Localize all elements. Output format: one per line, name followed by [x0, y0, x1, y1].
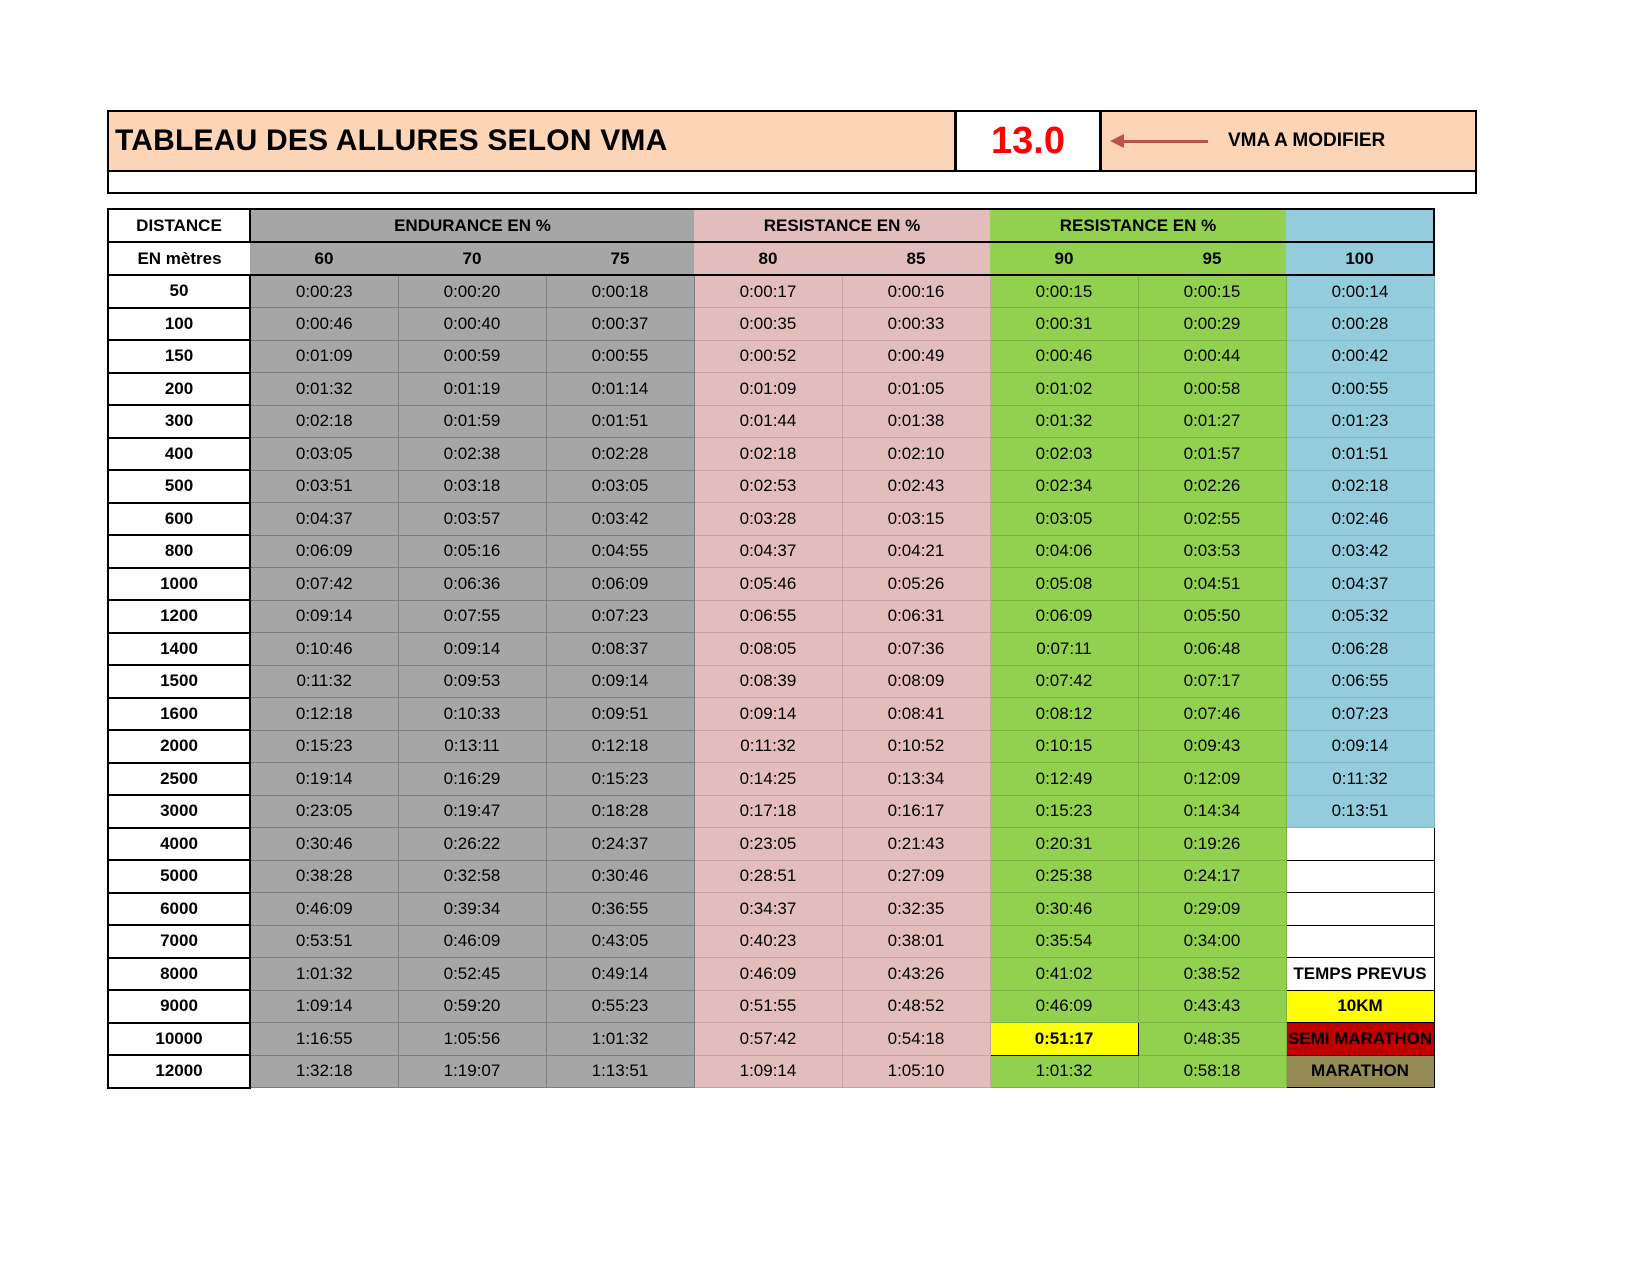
- time-cell: 0:03:51: [250, 470, 398, 503]
- group-header-resistance-1: RESISTANCE EN %: [694, 209, 990, 242]
- time-cell: 0:52:45: [398, 958, 546, 991]
- distance-cell: 7000: [108, 925, 250, 958]
- time-cell: 0:14:34: [1138, 795, 1286, 828]
- time-cell: 0:06:31: [842, 600, 990, 633]
- group-header-row: [108, 209, 1434, 242]
- time-cell: 0:03:42: [546, 503, 694, 536]
- percent-header-80: 80: [694, 242, 842, 275]
- time-cell: 0:01:44: [694, 405, 842, 438]
- time-cell: 0:10:52: [842, 730, 990, 763]
- time-cell: 0:12:18: [250, 698, 398, 731]
- distance-header-bottom: EN mètres: [108, 242, 250, 275]
- time-cell: 0:05:46: [694, 568, 842, 601]
- time-cell: 0:06:36: [398, 568, 546, 601]
- time-cell: 0:07:23: [546, 600, 694, 633]
- distance-cell: 5000: [108, 860, 250, 893]
- distance-cell: 500: [108, 470, 250, 503]
- time-cell: 0:07:11: [990, 633, 1138, 666]
- vma-value-cell[interactable]: 13.0: [954, 112, 1102, 170]
- table-row: [108, 925, 1434, 958]
- time-cell: 0:01:51: [546, 405, 694, 438]
- time-cell: 0:00:16: [842, 275, 990, 308]
- time-cell: 0:06:09: [250, 535, 398, 568]
- paces-table-body: [108, 275, 1434, 1088]
- time-cell: 0:10:46: [250, 633, 398, 666]
- time-cell: 1:05:10: [842, 1055, 990, 1088]
- time-cell: 0:03:05: [546, 470, 694, 503]
- time-cell: 0:54:18: [842, 1023, 990, 1056]
- time-cell: 0:09:53: [398, 665, 546, 698]
- time-cell: 1:09:14: [250, 990, 398, 1023]
- table-row: [108, 340, 1434, 373]
- time-cell: 0:00:46: [990, 340, 1138, 373]
- time-cell: 0:00:52: [694, 340, 842, 373]
- table-row: [108, 600, 1434, 633]
- time-cell: 0:43:26: [842, 958, 990, 991]
- table-row: [108, 1023, 1434, 1056]
- table-row: [108, 1055, 1434, 1088]
- time-cell: 0:08:39: [694, 665, 842, 698]
- table-row: [108, 633, 1434, 666]
- table-row: [108, 860, 1434, 893]
- time-cell: 0:02:18: [1286, 470, 1434, 503]
- table-row: [108, 275, 1434, 308]
- time-cell: 0:00:28: [1286, 308, 1434, 341]
- time-cell: 0:38:28: [250, 860, 398, 893]
- time-cell: 0:09:14: [546, 665, 694, 698]
- time-cell: 0:02:34: [990, 470, 1138, 503]
- distance-cell: 3000: [108, 795, 250, 828]
- time-cell: 0:19:14: [250, 763, 398, 796]
- time-cell: 0:09:14: [694, 698, 842, 731]
- time-cell: 1:05:56: [398, 1023, 546, 1056]
- distance-cell: 400: [108, 438, 250, 471]
- table-row: [108, 698, 1434, 731]
- time-cell: 0:23:05: [250, 795, 398, 828]
- time-cell: 0:00:35: [694, 308, 842, 341]
- time-cell: 1:01:32: [990, 1055, 1138, 1088]
- time-cell: 0:38:52: [1138, 958, 1286, 991]
- percent-header-100: 100: [1286, 242, 1434, 275]
- time-cell: 0:30:46: [250, 828, 398, 861]
- time-cell: 0:01:23: [1286, 405, 1434, 438]
- time-cell: 0:11:32: [694, 730, 842, 763]
- time-cell: 0:07:23: [1286, 698, 1434, 731]
- time-cell: 0:02:18: [694, 438, 842, 471]
- distance-cell: 150: [108, 340, 250, 373]
- time-cell: 0:01:09: [694, 373, 842, 406]
- time-cell: 0:12:49: [990, 763, 1138, 796]
- time-cell: 0:34:00: [1138, 925, 1286, 958]
- time-cell: 0:19:26: [1138, 828, 1286, 861]
- distance-cell: 12000: [108, 1055, 250, 1088]
- time-cell: 0:06:09: [990, 600, 1138, 633]
- time-cell: 0:14:25: [694, 763, 842, 796]
- distance-cell: 50: [108, 275, 250, 308]
- time-cell: 0:23:05: [694, 828, 842, 861]
- distance-cell: 1400: [108, 633, 250, 666]
- time-cell: 0:15:23: [250, 730, 398, 763]
- table-row: [108, 990, 1434, 1023]
- table-row: [108, 828, 1434, 861]
- time-cell: 0:01:51: [1286, 438, 1434, 471]
- time-cell: 0:07:42: [990, 665, 1138, 698]
- table-row: [108, 958, 1434, 991]
- page-title: TABLEAU DES ALLURES SELON VMA: [109, 112, 954, 170]
- time-cell: 0:09:14: [250, 600, 398, 633]
- time-cell: 0:06:48: [1138, 633, 1286, 666]
- table-row: [108, 535, 1434, 568]
- table-row: [108, 438, 1434, 471]
- time-cell: 0:04:55: [546, 535, 694, 568]
- table-row: [108, 373, 1434, 406]
- time-cell: 0:51:55: [694, 990, 842, 1023]
- percent-header-70: 70: [398, 242, 546, 275]
- time-cell: 0:07:36: [842, 633, 990, 666]
- percent-header-90: 90: [990, 242, 1138, 275]
- time-cell: 0:01:38: [842, 405, 990, 438]
- time-cell: 0:06:55: [1286, 665, 1434, 698]
- time-cell: 0:08:41: [842, 698, 990, 731]
- time-cell: 0:02:10: [842, 438, 990, 471]
- percent-header-75: 75: [546, 242, 694, 275]
- time-cell: 0:58:18: [1138, 1055, 1286, 1088]
- time-cell: 0:00:55: [1286, 373, 1434, 406]
- table-row: [108, 470, 1434, 503]
- time-cell: 0:00:31: [990, 308, 1138, 341]
- vma-note-cell: [1102, 112, 1475, 170]
- time-cell: 0:02:18: [250, 405, 398, 438]
- legend-cell: TEMPS PREVUS: [1286, 958, 1434, 991]
- time-cell: 0:03:28: [694, 503, 842, 536]
- distance-cell: 10000: [108, 1023, 250, 1056]
- time-cell: 0:34:37: [694, 893, 842, 926]
- time-cell: 0:46:09: [990, 990, 1138, 1023]
- time-cell: 0:00:29: [1138, 308, 1286, 341]
- time-cell: 0:12:18: [546, 730, 694, 763]
- time-cell: 0:08:37: [546, 633, 694, 666]
- distance-cell: 600: [108, 503, 250, 536]
- time-cell: 0:04:06: [990, 535, 1138, 568]
- vma-note-label: VMA A MODIFIER: [1228, 130, 1386, 151]
- time-cell: 0:03:53: [1138, 535, 1286, 568]
- time-cell: 0:29:09: [1138, 893, 1286, 926]
- time-cell: 0:38:01: [842, 925, 990, 958]
- time-cell: 0:02:03: [990, 438, 1138, 471]
- time-cell: 0:01:19: [398, 373, 546, 406]
- distance-cell: 8000: [108, 958, 250, 991]
- time-cell: 0:30:46: [990, 893, 1138, 926]
- table-row: [108, 308, 1434, 341]
- distance-cell: 1600: [108, 698, 250, 731]
- time-cell: 0:03:15: [842, 503, 990, 536]
- time-cell: 0:09:14: [398, 633, 546, 666]
- time-cell: 0:28:51: [694, 860, 842, 893]
- table-row: [108, 568, 1434, 601]
- table-row: [108, 795, 1434, 828]
- group-header-endurance: ENDURANCE EN %: [250, 209, 694, 242]
- time-cell: 0:08:12: [990, 698, 1138, 731]
- time-cell: 0:03:42: [1286, 535, 1434, 568]
- time-cell: 0:59:20: [398, 990, 546, 1023]
- legend-cell: 10KM: [1286, 990, 1434, 1023]
- time-cell: 0:09:43: [1138, 730, 1286, 763]
- time-cell: 0:35:54: [990, 925, 1138, 958]
- time-cell: 0:00:14: [1286, 275, 1434, 308]
- time-cell: 0:11:32: [250, 665, 398, 698]
- time-cell: 0:04:37: [250, 503, 398, 536]
- time-cell: 0:00:58: [1138, 373, 1286, 406]
- time-cell: 0:07:55: [398, 600, 546, 633]
- time-cell: 0:05:16: [398, 535, 546, 568]
- percent-header-95: 95: [1138, 242, 1286, 275]
- legend-cell: MARATHON: [1286, 1055, 1434, 1088]
- time-cell: 0:48:35: [1138, 1023, 1286, 1056]
- time-cell: 0:02:38: [398, 438, 546, 471]
- time-cell: 0:16:17: [842, 795, 990, 828]
- left-arrow-icon: [1110, 131, 1210, 151]
- time-cell: 0:09:51: [546, 698, 694, 731]
- paces-table: [107, 208, 1435, 1089]
- time-cell: 0:05:32: [1286, 600, 1434, 633]
- time-cell: 0:02:53: [694, 470, 842, 503]
- time-cell: 1:13:51: [546, 1055, 694, 1088]
- time-cell: 0:00:17: [694, 275, 842, 308]
- time-cell: 0:02:55: [1138, 503, 1286, 536]
- time-cell: 0:39:34: [398, 893, 546, 926]
- distance-cell: 800: [108, 535, 250, 568]
- time-cell: 0:41:02: [990, 958, 1138, 991]
- distance-header-top: DISTANCE: [108, 209, 250, 242]
- time-cell: 0:46:09: [694, 958, 842, 991]
- empty-cell: [1286, 893, 1434, 926]
- time-cell: 0:13:51: [1286, 795, 1434, 828]
- time-cell: 0:17:18: [694, 795, 842, 828]
- time-cell: 1:16:55: [250, 1023, 398, 1056]
- time-cell: 0:20:31: [990, 828, 1138, 861]
- time-cell: 0:15:23: [546, 763, 694, 796]
- time-cell: 0:00:49: [842, 340, 990, 373]
- time-cell: 0:00:23: [250, 275, 398, 308]
- time-cell: 0:02:28: [546, 438, 694, 471]
- distance-cell: 1200: [108, 600, 250, 633]
- time-cell: 0:10:15: [990, 730, 1138, 763]
- time-cell: 0:00:33: [842, 308, 990, 341]
- time-cell: 0:01:59: [398, 405, 546, 438]
- time-cell: 0:40:23: [694, 925, 842, 958]
- time-cell: 0:07:42: [250, 568, 398, 601]
- time-cell: 0:01:57: [1138, 438, 1286, 471]
- time-cell: 0:46:09: [250, 893, 398, 926]
- time-cell: 0:05:26: [842, 568, 990, 601]
- time-cell: 0:05:08: [990, 568, 1138, 601]
- title-spacer-row: [107, 172, 1477, 194]
- time-cell: 0:02:26: [1138, 470, 1286, 503]
- time-cell: 0:48:52: [842, 990, 990, 1023]
- time-cell: 0:06:55: [694, 600, 842, 633]
- time-cell: 0:00:20: [398, 275, 546, 308]
- distance-cell: 200: [108, 373, 250, 406]
- time-cell: 0:01:32: [250, 373, 398, 406]
- time-cell: 0:00:18: [546, 275, 694, 308]
- time-cell: 0:03:05: [250, 438, 398, 471]
- time-cell: 0:07:17: [1138, 665, 1286, 698]
- distance-cell: 9000: [108, 990, 250, 1023]
- time-cell-highlighted: 0:51:17: [990, 1023, 1138, 1056]
- time-cell: 0:00:15: [990, 275, 1138, 308]
- time-cell: 0:02:46: [1286, 503, 1434, 536]
- time-cell: 0:06:09: [546, 568, 694, 601]
- group-header-resistance-2: RESISTANCE EN %: [990, 209, 1286, 242]
- percent-header-row: [108, 242, 1434, 275]
- time-cell: 0:21:43: [842, 828, 990, 861]
- time-cell: 0:11:32: [1286, 763, 1434, 796]
- time-cell: 0:08:09: [842, 665, 990, 698]
- percent-header-60: 60: [250, 242, 398, 275]
- time-cell: 0:18:28: [546, 795, 694, 828]
- percent-header-85: 85: [842, 242, 990, 275]
- time-cell: 0:01:02: [990, 373, 1138, 406]
- table-row: [108, 763, 1434, 796]
- time-cell: 0:46:09: [398, 925, 546, 958]
- time-cell: 0:32:35: [842, 893, 990, 926]
- time-cell: 0:00:40: [398, 308, 546, 341]
- title-band: [107, 110, 1477, 172]
- time-cell: 0:04:51: [1138, 568, 1286, 601]
- time-cell: 0:01:05: [842, 373, 990, 406]
- time-cell: 0:36:55: [546, 893, 694, 926]
- time-cell: 0:53:51: [250, 925, 398, 958]
- time-cell: 0:03:05: [990, 503, 1138, 536]
- time-cell: 0:00:15: [1138, 275, 1286, 308]
- time-cell: 0:30:46: [546, 860, 694, 893]
- time-cell: 0:01:14: [546, 373, 694, 406]
- time-cell: 0:00:55: [546, 340, 694, 373]
- time-cell: 0:49:14: [546, 958, 694, 991]
- time-cell: 0:13:34: [842, 763, 990, 796]
- time-cell: 0:00:46: [250, 308, 398, 341]
- distance-cell: 1500: [108, 665, 250, 698]
- time-cell: 1:09:14: [694, 1055, 842, 1088]
- distance-cell: 4000: [108, 828, 250, 861]
- distance-cell: 2500: [108, 763, 250, 796]
- time-cell: 1:01:32: [250, 958, 398, 991]
- time-cell: 0:00:42: [1286, 340, 1434, 373]
- time-cell: 0:15:23: [990, 795, 1138, 828]
- time-cell: 0:25:38: [990, 860, 1138, 893]
- time-cell: 0:00:37: [546, 308, 694, 341]
- time-cell: 0:01:27: [1138, 405, 1286, 438]
- table-row: [108, 893, 1434, 926]
- time-cell: 0:06:28: [1286, 633, 1434, 666]
- time-cell: 0:10:33: [398, 698, 546, 731]
- time-cell: 0:57:42: [694, 1023, 842, 1056]
- table-row: [108, 503, 1434, 536]
- time-cell: 0:26:22: [398, 828, 546, 861]
- time-cell: 0:01:09: [250, 340, 398, 373]
- time-cell: 0:24:37: [546, 828, 694, 861]
- time-cell: 0:27:09: [842, 860, 990, 893]
- empty-cell: [1286, 828, 1434, 861]
- distance-cell: 100: [108, 308, 250, 341]
- time-cell: 0:04:21: [842, 535, 990, 568]
- time-cell: 0:08:05: [694, 633, 842, 666]
- time-cell: 0:01:32: [990, 405, 1138, 438]
- time-cell: 0:16:29: [398, 763, 546, 796]
- distance-cell: 1000: [108, 568, 250, 601]
- distance-cell: 6000: [108, 893, 250, 926]
- time-cell: 0:07:46: [1138, 698, 1286, 731]
- group-header-max: [1286, 209, 1434, 242]
- time-cell: 0:04:37: [694, 535, 842, 568]
- time-cell: 0:03:18: [398, 470, 546, 503]
- time-cell: 0:00:44: [1138, 340, 1286, 373]
- empty-cell: [1286, 925, 1434, 958]
- time-cell: 1:01:32: [546, 1023, 694, 1056]
- time-cell: 0:00:59: [398, 340, 546, 373]
- time-cell: 1:32:18: [250, 1055, 398, 1088]
- time-cell: 0:03:57: [398, 503, 546, 536]
- time-cell: 0:09:14: [1286, 730, 1434, 763]
- distance-cell: 2000: [108, 730, 250, 763]
- distance-cell: 300: [108, 405, 250, 438]
- time-cell: 0:13:11: [398, 730, 546, 763]
- time-cell: 0:24:17: [1138, 860, 1286, 893]
- time-cell: 0:12:09: [1138, 763, 1286, 796]
- time-cell: 0:05:50: [1138, 600, 1286, 633]
- time-cell: 0:19:47: [398, 795, 546, 828]
- time-cell: 0:43:43: [1138, 990, 1286, 1023]
- time-cell: 0:02:43: [842, 470, 990, 503]
- legend-cell: SEMI MARATHON: [1286, 1023, 1434, 1056]
- time-cell: 0:55:23: [546, 990, 694, 1023]
- table-row: [108, 405, 1434, 438]
- empty-cell: [1286, 860, 1434, 893]
- table-row: [108, 665, 1434, 698]
- time-cell: 1:19:07: [398, 1055, 546, 1088]
- time-cell: 0:04:37: [1286, 568, 1434, 601]
- time-cell: 0:32:58: [398, 860, 546, 893]
- table-row: [108, 730, 1434, 763]
- time-cell: 0:43:05: [546, 925, 694, 958]
